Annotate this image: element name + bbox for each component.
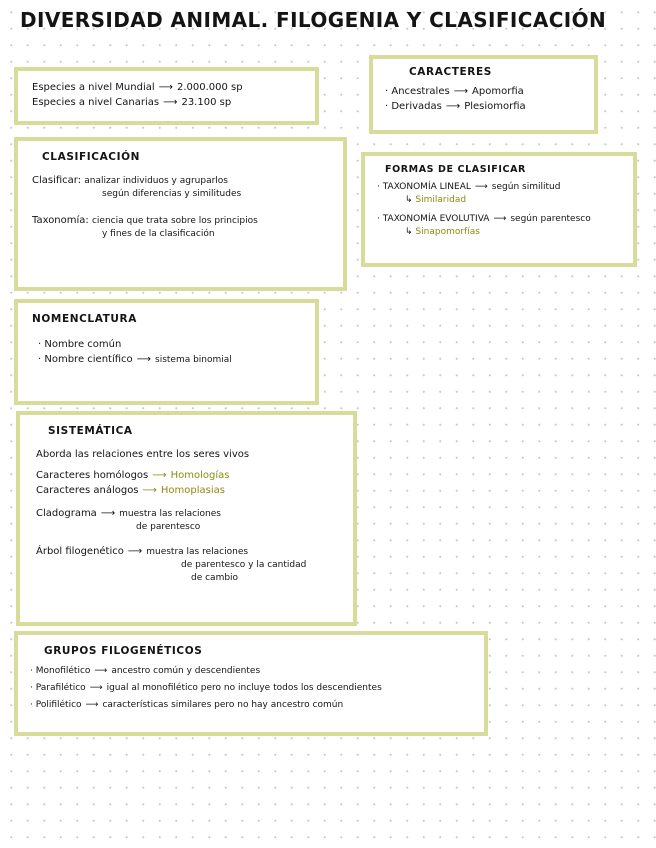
- nomenclatura-item-comun: · Nombre común: [38, 339, 122, 350]
- species-world-label: Especies a nivel Mundial: [32, 82, 155, 93]
- arrow-icon: ⟶: [94, 666, 108, 676]
- species-box: [14, 67, 319, 125]
- nomenclatura-item-label: Nombre científico: [44, 354, 133, 365]
- arbol-line: [36, 544, 337, 559]
- caracteres-item-ancestrales: · Ancestrales ⟶ Apomorfia: [385, 86, 524, 97]
- arrow-icon: ⟶: [100, 508, 116, 519]
- nomenclatura-item-value: sistema binomial: [155, 355, 232, 365]
- grupos-item-value: características similares pero no hay ancestro común: [102, 700, 344, 710]
- arrow-icon: ⟶: [163, 97, 178, 108]
- taxonomia-definition: [32, 213, 329, 241]
- grupos-heading: GRUPOS FILOGENÉTICOS: [44, 645, 203, 657]
- caracteres-box: [369, 55, 598, 134]
- sistematica-row-text: muestra las relaciones: [119, 509, 221, 519]
- sistematica-row-cladograma: [36, 506, 337, 534]
- clasificar-text-a: analizar individuos y agruparlos: [84, 176, 228, 186]
- grupos-item-polifiletico: · Polifilético ⟶ características similares pero no hay ancestro común: [30, 697, 472, 714]
- cladograma-line: [36, 506, 337, 521]
- formas-item-lineal: · TAXONOMÍA LINEAL ⟶ según similitud: [377, 182, 561, 192]
- species-world-value: 2.000.000 sp: [176, 82, 243, 93]
- sistematica-row-text: muestra las relaciones: [146, 547, 249, 557]
- sistematica-row-label: Cladograma: [36, 508, 97, 519]
- sistematica-row-label: Árbol filogenético: [36, 546, 124, 557]
- arrow-icon: ⟶: [127, 546, 143, 557]
- arrow-icon: ⟶: [89, 683, 103, 693]
- arrow-icon: ⟶: [152, 470, 167, 481]
- sistematica-row-arbol: [36, 544, 337, 585]
- caracteres-item-derivadas: · Derivadas ⟶ Plesiomorfia: [385, 101, 526, 112]
- grupos-item-value: ancestro común y descendientes: [111, 666, 261, 676]
- species-canarias-line: [32, 95, 301, 110]
- arrow-icon: ⟶: [158, 82, 173, 93]
- formas-box: [361, 152, 637, 267]
- sistematica-heading: SISTEMÁTICA: [48, 425, 133, 437]
- formas-heading: FORMAS DE CLASIFICAR: [385, 164, 526, 175]
- arrow-icon: ⟶: [445, 101, 461, 112]
- formas-item-evolutiva: · TAXONOMÍA EVOLUTIVA ⟶ según parentesco: [377, 214, 591, 224]
- sistematica-row-value: Homologías: [170, 470, 230, 481]
- clasificacion-heading: CLASIFICACIÓN: [42, 151, 141, 163]
- sistematica-row-text: de parentesco: [136, 522, 201, 532]
- arrow-icon: ⟶: [142, 485, 157, 496]
- taxonomia-line: [32, 213, 329, 228]
- grupos-item-parafiletico: · Parafilético ⟶ igual al monofilético pero no incluye todos los descendientes: [30, 680, 472, 697]
- formas-item-value: según parentesco: [510, 214, 591, 224]
- nomenclatura-heading: NOMENCLATURA: [32, 313, 137, 325]
- grupos-item-label: Parafilético: [35, 683, 86, 693]
- page-title: DIVERSIDAD ANIMAL. FILOGENIA Y CLASIFICACIÓN: [20, 8, 607, 32]
- clasificar-line: [32, 173, 329, 188]
- return-arrow-icon: ↳: [405, 227, 413, 237]
- arrow-icon: ⟶: [136, 354, 151, 365]
- grupos-item-label: Monofilético: [35, 666, 91, 676]
- arrow-icon: ⟶: [453, 86, 469, 97]
- formas-sub-similaridad: [377, 194, 621, 207]
- sistematica-box: [16, 411, 357, 626]
- sistematica-row-analogos: [36, 483, 337, 498]
- grupos-item-monofiletico: · Monofilético ⟶ ancestro común y descendientes: [30, 663, 472, 680]
- species-canarias-label: Especies a nivel Canarias: [32, 97, 160, 108]
- caracteres-item-value: Apomorfia: [472, 86, 524, 97]
- sistematica-row-homologos: [36, 468, 337, 483]
- clasificar-text-b: según diferencias y similitudes: [102, 189, 242, 199]
- caracteres-item-label: Ancestrales: [391, 86, 450, 97]
- arrow-icon: ⟶: [474, 182, 488, 192]
- sistematica-row-text: de parentesco y la cantidad: [181, 560, 307, 570]
- return-arrow-icon: ↳: [405, 195, 413, 205]
- sistematica-intro: Aborda las relaciones entre los seres vivos: [36, 449, 250, 460]
- species-canarias-value: 23.100 sp: [181, 97, 232, 108]
- nomenclatura-item-cientifico: · Nombre científico ⟶ sistema binomial: [38, 354, 232, 365]
- grupos-item-label: Polifilético: [35, 700, 82, 710]
- sistematica-row-label: Caracteres análogos: [36, 485, 139, 496]
- sistematica-row-value: Homoplasias: [160, 485, 225, 496]
- formas-item-label: TAXONOMÍA LINEAL: [382, 182, 471, 192]
- formas-item-value: según similitud: [491, 182, 561, 192]
- taxonomia-term: Taxonomía:: [32, 215, 89, 226]
- sistematica-row-label: Caracteres homólogos: [36, 470, 149, 481]
- nomenclatura-item-label: Nombre común: [44, 339, 122, 350]
- clasificar-definition: [32, 173, 329, 201]
- arrow-icon: ⟶: [85, 700, 99, 710]
- taxonomia-text-a: ciencia que trata sobre los principios: [91, 216, 258, 226]
- species-world-line: [32, 80, 301, 95]
- grupos-box: [14, 631, 488, 736]
- formas-sub-value: Sinapomorfías: [415, 227, 480, 237]
- clasificar-term: Clasificar:: [32, 175, 82, 186]
- formas-sub-sinapomorfias: [377, 226, 621, 239]
- caracteres-item-label: Derivadas: [391, 101, 442, 112]
- sistematica-row-text: de cambio: [191, 573, 239, 583]
- taxonomia-text-b: y fines de la clasificación: [102, 229, 215, 239]
- caracteres-item-value: Plesiomorfia: [464, 101, 526, 112]
- nomenclatura-box: [14, 299, 319, 405]
- formas-sub-value: Similaridad: [415, 195, 467, 205]
- caracteres-heading: CARACTERES: [409, 66, 492, 78]
- clasificacion-box: [14, 137, 347, 291]
- arrow-icon: ⟶: [493, 214, 507, 224]
- grupos-item-value: igual al monofilético pero no incluye todos los descendientes: [106, 683, 382, 693]
- formas-item-label: TAXONOMÍA EVOLUTIVA: [382, 214, 490, 224]
